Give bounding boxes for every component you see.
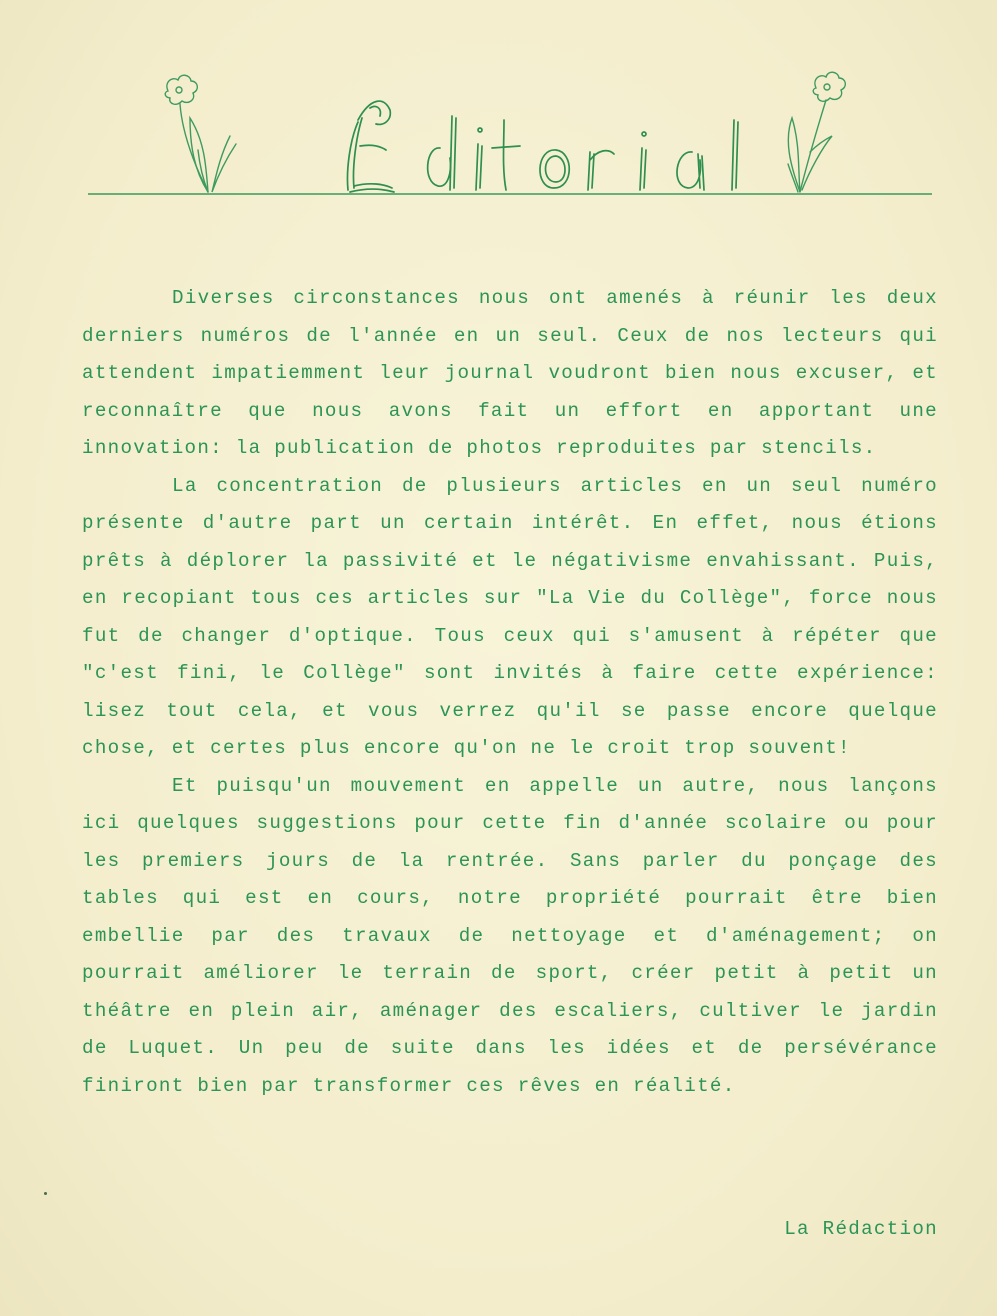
paragraph-2: La concentration de plusieurs articles en un seul numéro présente d'autre part un certain intérêt. En effet, nous étions prêts à déplorer la passivité et le négativisme envahissant. Puis, en recopiant tous ces articles sur "La Vie du Collège", force nous fut de changer d'optique. Tous ceux qui s'amusent à répéter que "c'est fini, le Collège" sont invités à faire cette expérience: lisez tout cela, et vous verrez qu'il se passe encore quelque chose, et certes plus encore qu'on ne le croit trop souvent! <box>82 474 938 759</box>
paragraph-3: Et puisqu'un mouvement en appelle un autre, nous lançons ici quelques suggestions pour cette fin d'année scolaire ou pour les premiers jours de la rentrée. Sans parler du ponçage des tables qui est en cours, notre propriété pourrait être bien embellie par des travaux de nettoyage et d'aménagement; on pourrait améliorer le terrain de sport, créer petit à petit un théâtre en plein air, aménager des escaliers, cultiver le jardin de Luquet. Un peu de suite dans les idées et de persévérance finiront bien par transformer ces rêves en réalité. <box>82 774 938 1097</box>
right-flower-icon <box>788 72 845 192</box>
editorial-body <box>82 280 938 1105</box>
editorial-title-lettering <box>347 101 738 192</box>
editorial-header-drawing <box>80 60 940 210</box>
ink-speck <box>44 1192 47 1195</box>
paragraph-1: Diverses circonstances nous ont amenés à réunir les deux derniers numéros de l'année en un seul. Ceux de nos lecteurs qui attendent impatiemment leur journal voudront bien nous excuser, et reconnaître que nous avons fait un effort en apportant une innovation: la publication de photos reproduites par stencils. <box>82 287 938 459</box>
signature: La Rédaction <box>784 1218 938 1240</box>
editorial-header <box>80 60 940 210</box>
left-flower-icon <box>165 75 236 192</box>
